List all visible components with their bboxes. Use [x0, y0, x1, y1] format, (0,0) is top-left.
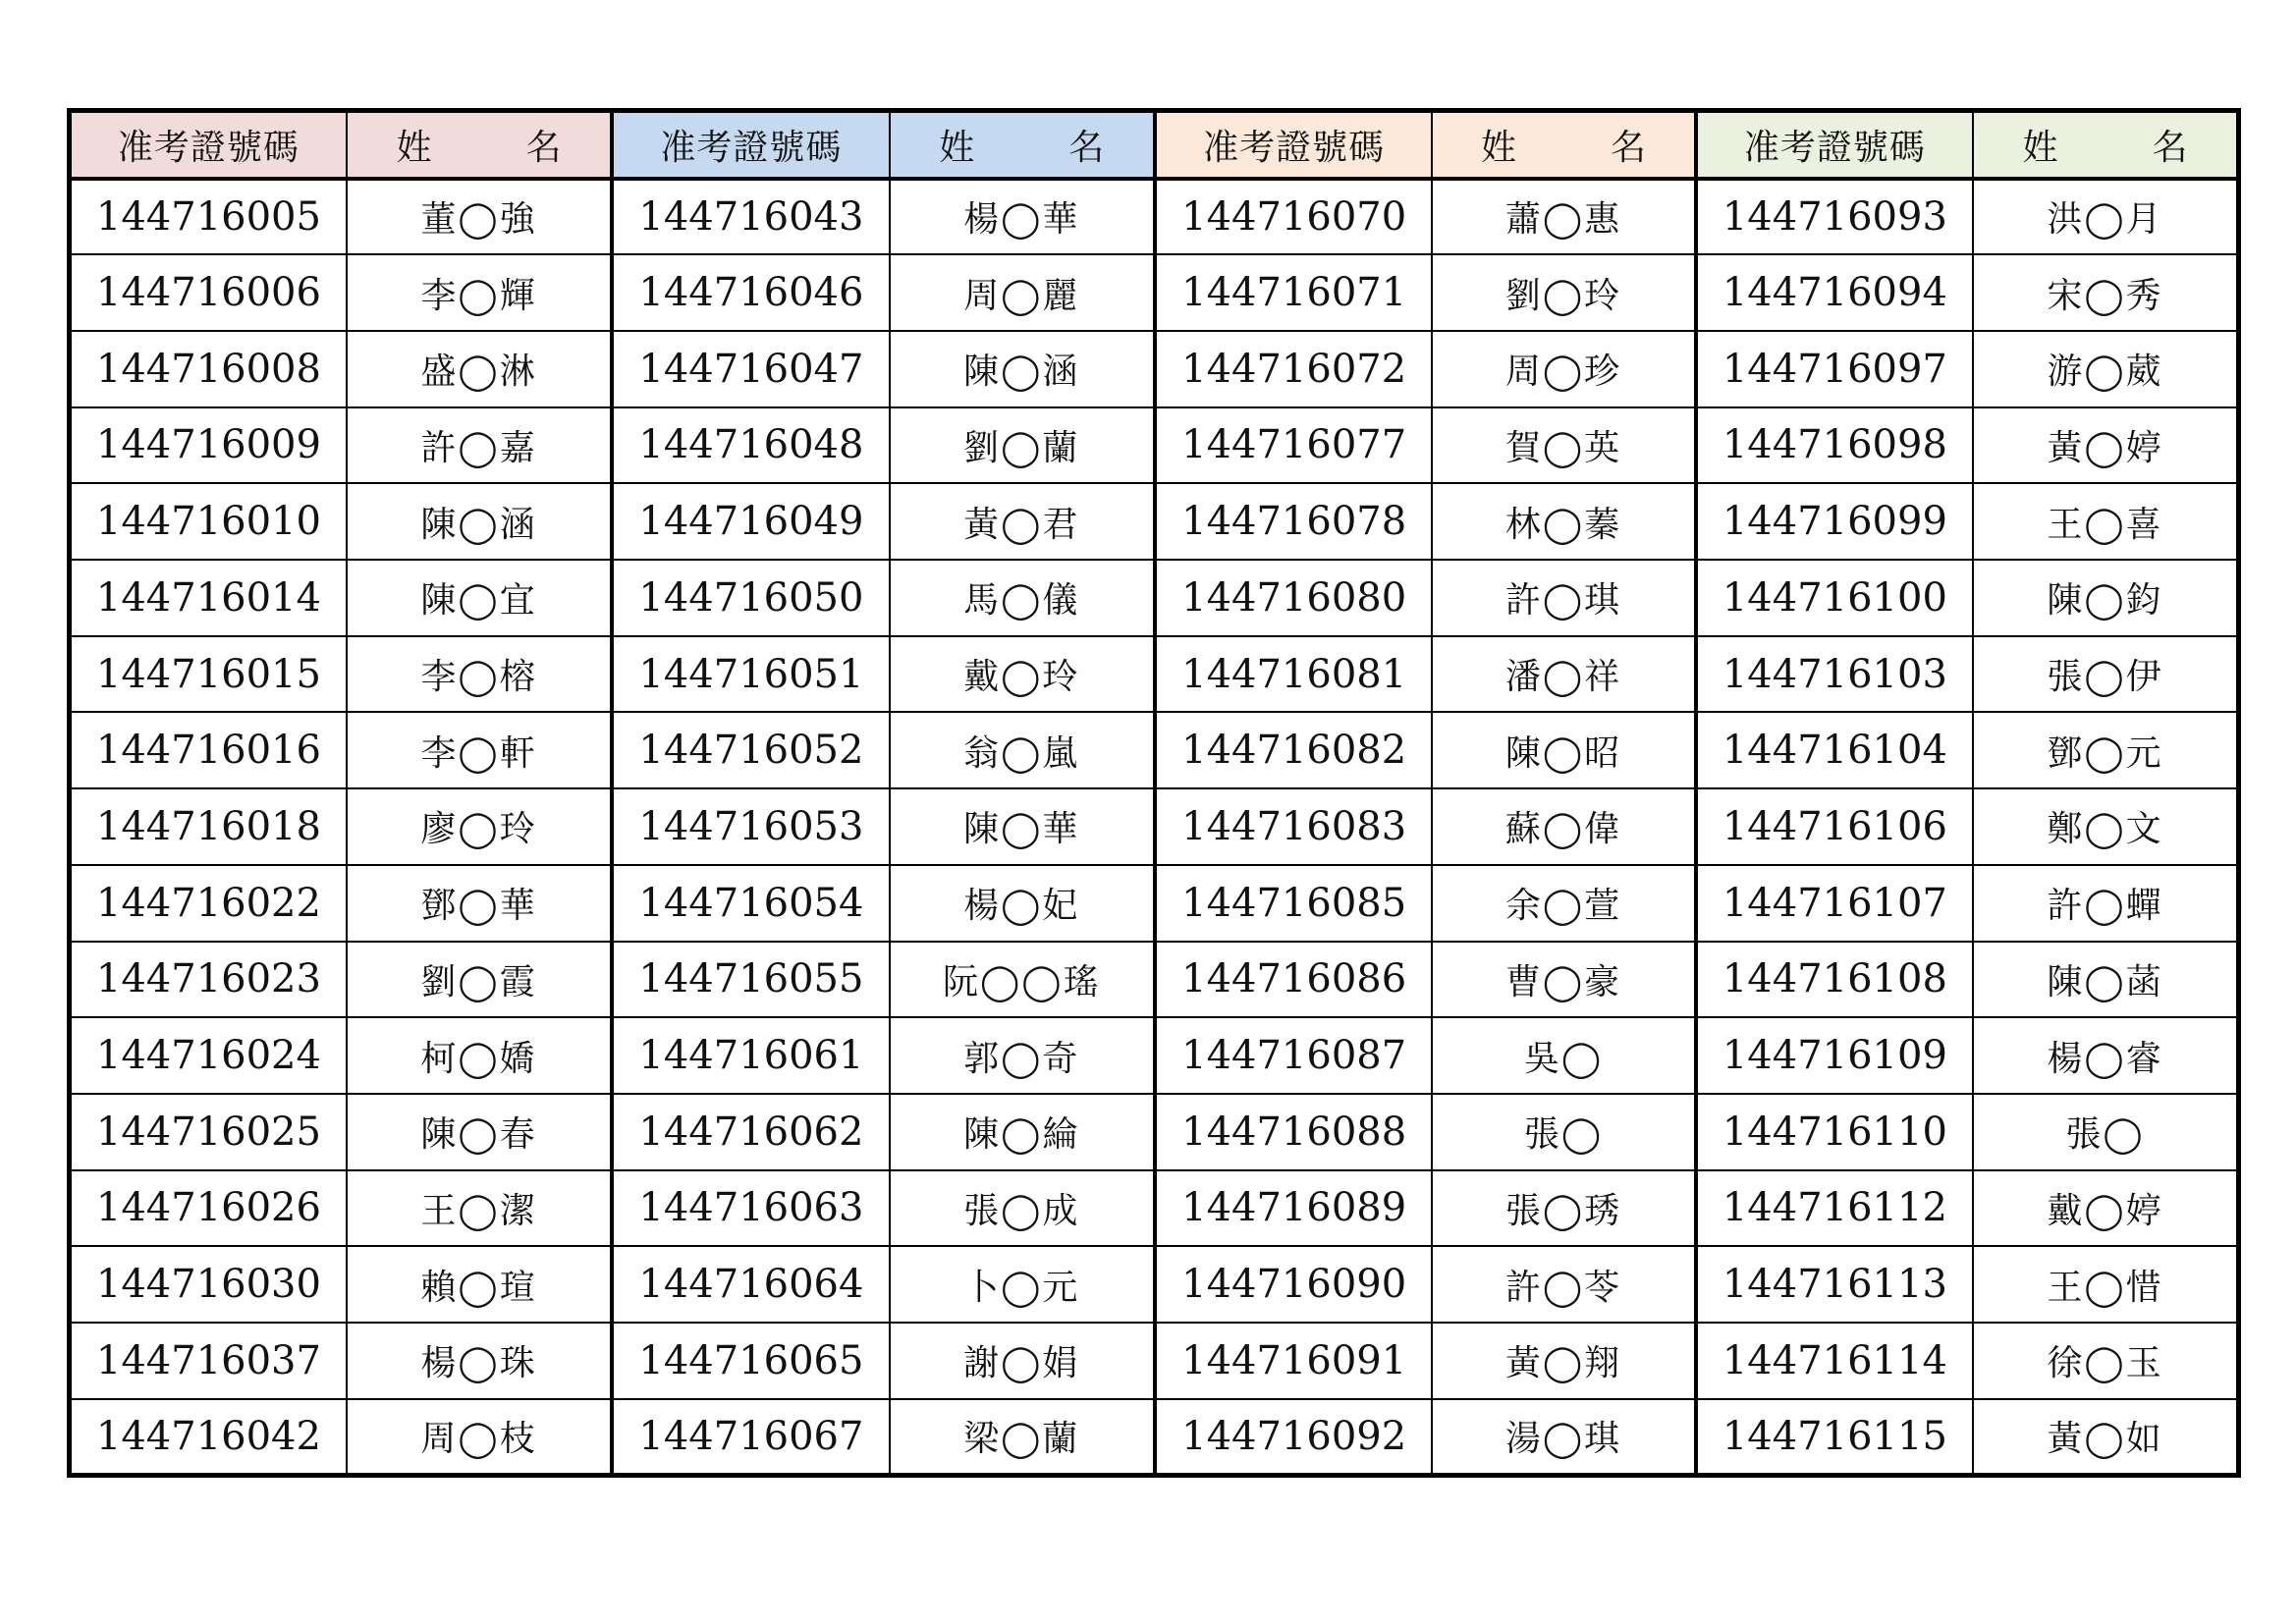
candidate-name-cell: 馬◯儀	[890, 560, 1155, 636]
exam-number-cell: 144716107	[1696, 865, 1973, 942]
candidate-name-cell: 卜◯元	[890, 1246, 1155, 1323]
candidate-name-cell: 陳◯華	[890, 788, 1155, 865]
exam-number-cell: 144716109	[1696, 1017, 1973, 1094]
candidate-name-cell: 柯◯嬌	[347, 1017, 612, 1094]
exam-number-cell: 144716070	[1155, 179, 1432, 255]
exam-number-cell: 144716010	[70, 483, 347, 560]
exam-number-cell: 144716061	[612, 1017, 889, 1094]
exam-number-cell: 144716082	[1155, 712, 1432, 788]
candidate-name-cell: 許◯嘉	[347, 407, 612, 484]
exam-number-cell: 144716037	[70, 1323, 347, 1399]
candidate-name-cell: 吳◯	[1432, 1017, 1695, 1094]
table-row	[70, 1170, 2239, 1247]
exam-number-cell: 144716024	[70, 1017, 347, 1094]
candidate-name-cell: 陳◯綸	[890, 1094, 1155, 1170]
candidate-name-cell: 周◯麗	[890, 254, 1155, 331]
candidate-name-cell: 李◯榕	[347, 636, 612, 713]
exam-number-cell: 144716081	[1155, 636, 1432, 713]
exam-number-cell: 144716022	[70, 865, 347, 942]
candidate-name-cell: 張◯成	[890, 1170, 1155, 1247]
exam-number-cell: 144716093	[1696, 179, 1973, 255]
exam-number-cell: 144716016	[70, 712, 347, 788]
candidate-name-cell: 楊◯睿	[1973, 1017, 2238, 1094]
candidate-name-cell: 陳◯涵	[890, 331, 1155, 407]
candidate-name-cell: 劉◯蘭	[890, 407, 1155, 484]
exam-number-cell: 144716014	[70, 560, 347, 636]
header-name-3: 姓 名	[1432, 111, 1695, 179]
exam-number-cell: 144716063	[612, 1170, 889, 1247]
candidate-name-cell: 楊◯妃	[890, 865, 1155, 942]
table-row	[70, 865, 2239, 942]
exam-number-cell: 144716077	[1155, 407, 1432, 484]
candidate-name-cell: 湯◯琪	[1432, 1399, 1695, 1476]
table-row	[70, 179, 2239, 255]
exam-number-cell: 144716113	[1696, 1246, 1973, 1323]
candidate-name-cell: 林◯蓁	[1432, 483, 1695, 560]
table-row	[70, 1246, 2239, 1323]
exam-number-cell: 144716092	[1155, 1399, 1432, 1476]
exam-number-cell: 144716089	[1155, 1170, 1432, 1247]
candidate-name-cell: 王◯惜	[1973, 1246, 2238, 1323]
header-exam-number-1: 准考證號碼	[70, 111, 347, 179]
exam-number-cell: 144716115	[1696, 1399, 1973, 1476]
exam-number-cell: 144716078	[1155, 483, 1432, 560]
exam-number-cell: 144716005	[70, 179, 347, 255]
candidate-name-cell: 鄧◯華	[347, 865, 612, 942]
table-row	[70, 636, 2239, 713]
candidate-name-cell: 潘◯祥	[1432, 636, 1695, 713]
candidate-name-cell: 黃◯翔	[1432, 1323, 1695, 1399]
exam-number-cell: 144716018	[70, 788, 347, 865]
candidate-name-cell: 戴◯婷	[1973, 1170, 2238, 1247]
exam-number-cell: 144716108	[1696, 942, 1973, 1018]
exam-number-cell: 144716025	[70, 1094, 347, 1170]
header-exam-number-2: 准考證號碼	[612, 111, 889, 179]
exam-number-cell: 144716050	[612, 560, 889, 636]
candidate-name-cell: 許◯蟬	[1973, 865, 2238, 942]
candidate-name-cell: 阮◯◯瑤	[890, 942, 1155, 1018]
candidate-name-cell: 戴◯玲	[890, 636, 1155, 713]
table-row	[70, 1017, 2239, 1094]
exam-number-cell: 144716062	[612, 1094, 889, 1170]
candidate-name-cell: 黃◯婷	[1973, 407, 2238, 484]
table-row	[70, 1094, 2239, 1170]
exam-number-cell: 144716067	[612, 1399, 889, 1476]
header-exam-number-4: 准考證號碼	[1696, 111, 1973, 179]
candidate-name-cell: 廖◯玲	[347, 788, 612, 865]
candidate-name-cell: 陳◯春	[347, 1094, 612, 1170]
exam-number-cell: 144716047	[612, 331, 889, 407]
exam-number-cell: 144716071	[1155, 254, 1432, 331]
exam-number-cell: 144716106	[1696, 788, 1973, 865]
exam-number-cell: 144716098	[1696, 407, 1973, 484]
candidate-name-cell: 鄧◯元	[1973, 712, 2238, 788]
candidate-name-cell: 張◯	[1432, 1094, 1695, 1170]
candidate-name-cell: 賴◯瑄	[347, 1246, 612, 1323]
exam-roster-table	[67, 108, 2241, 1478]
candidate-name-cell: 張◯	[1973, 1094, 2238, 1170]
candidate-name-cell: 陳◯涵	[347, 483, 612, 560]
candidate-name-cell: 陳◯鈞	[1973, 560, 2238, 636]
candidate-name-cell: 張◯伊	[1973, 636, 2238, 713]
exam-number-cell: 144716052	[612, 712, 889, 788]
candidate-name-cell: 楊◯珠	[347, 1323, 612, 1399]
candidate-name-cell: 翁◯嵐	[890, 712, 1155, 788]
table-row	[70, 331, 2239, 407]
candidate-name-cell: 陳◯菡	[1973, 942, 2238, 1018]
candidate-name-cell: 蘇◯偉	[1432, 788, 1695, 865]
exam-number-cell: 144716085	[1155, 865, 1432, 942]
table-row	[70, 788, 2239, 865]
candidate-name-cell: 徐◯玉	[1973, 1323, 2238, 1399]
exam-number-cell: 144716091	[1155, 1323, 1432, 1399]
table-row	[70, 1323, 2239, 1399]
exam-number-cell: 144716103	[1696, 636, 1973, 713]
exam-number-cell: 144716051	[612, 636, 889, 713]
exam-number-cell: 144716042	[70, 1399, 347, 1476]
exam-number-cell: 144716100	[1696, 560, 1973, 636]
exam-number-cell: 144716104	[1696, 712, 1973, 788]
candidate-name-cell: 梁◯蘭	[890, 1399, 1155, 1476]
exam-number-cell: 144716083	[1155, 788, 1432, 865]
candidate-name-cell: 楊◯華	[890, 179, 1155, 255]
exam-number-cell: 144716043	[612, 179, 889, 255]
candidate-name-cell: 許◯琪	[1432, 560, 1695, 636]
table-row	[70, 254, 2239, 331]
candidate-name-cell: 盛◯淋	[347, 331, 612, 407]
exam-number-cell: 144716055	[612, 942, 889, 1018]
header-name-2: 姓 名	[890, 111, 1155, 179]
header-exam-number-3: 准考證號碼	[1155, 111, 1432, 179]
exam-number-cell: 144716015	[70, 636, 347, 713]
candidate-name-cell: 李◯軒	[347, 712, 612, 788]
candidate-name-cell: 曹◯豪	[1432, 942, 1695, 1018]
candidate-name-cell: 蕭◯惠	[1432, 179, 1695, 255]
candidate-name-cell: 周◯珍	[1432, 331, 1695, 407]
candidate-name-cell: 許◯苓	[1432, 1246, 1695, 1323]
candidate-name-cell: 賀◯英	[1432, 407, 1695, 484]
table-row	[70, 560, 2239, 636]
candidate-name-cell: 王◯潔	[347, 1170, 612, 1247]
candidate-name-cell: 游◯葳	[1973, 331, 2238, 407]
exam-number-cell: 144716023	[70, 942, 347, 1018]
exam-number-cell: 144716099	[1696, 483, 1973, 560]
exam-number-cell: 144716008	[70, 331, 347, 407]
exam-number-cell: 144716049	[612, 483, 889, 560]
exam-number-cell: 144716112	[1696, 1170, 1973, 1247]
candidate-name-cell: 劉◯霞	[347, 942, 612, 1018]
exam-number-cell: 144716097	[1696, 331, 1973, 407]
exam-number-cell: 144716090	[1155, 1246, 1432, 1323]
candidate-name-cell: 劉◯玲	[1432, 254, 1695, 331]
candidate-name-cell: 張◯琇	[1432, 1170, 1695, 1247]
candidate-name-cell: 周◯枝	[347, 1399, 612, 1476]
candidate-name-cell: 余◯萱	[1432, 865, 1695, 942]
candidate-name-cell: 黃◯如	[1973, 1399, 2238, 1476]
exam-number-cell: 144716080	[1155, 560, 1432, 636]
candidate-name-cell: 王◯喜	[1973, 483, 2238, 560]
candidate-name-cell: 李◯輝	[347, 254, 612, 331]
candidate-name-cell: 謝◯娟	[890, 1323, 1155, 1399]
table-row	[70, 1399, 2239, 1476]
exam-number-cell: 144716009	[70, 407, 347, 484]
header-row	[70, 111, 2239, 179]
candidate-name-cell: 洪◯月	[1973, 179, 2238, 255]
exam-number-cell: 144716006	[70, 254, 347, 331]
table-row	[70, 712, 2239, 788]
candidate-name-cell: 宋◯秀	[1973, 254, 2238, 331]
candidate-name-cell: 黃◯君	[890, 483, 1155, 560]
exam-number-cell: 144716110	[1696, 1094, 1973, 1170]
candidate-name-cell: 陳◯宜	[347, 560, 612, 636]
exam-number-cell: 144716072	[1155, 331, 1432, 407]
roster-header	[70, 111, 2239, 179]
candidate-name-cell: 郭◯奇	[890, 1017, 1155, 1094]
exam-number-cell: 144716048	[612, 407, 889, 484]
exam-number-cell: 144716046	[612, 254, 889, 331]
exam-number-cell: 144716054	[612, 865, 889, 942]
exam-number-cell: 144716053	[612, 788, 889, 865]
exam-number-cell: 144716088	[1155, 1094, 1432, 1170]
header-name-1: 姓 名	[347, 111, 612, 179]
exam-number-cell: 144716086	[1155, 942, 1432, 1018]
candidate-name-cell: 鄭◯文	[1973, 788, 2238, 865]
exam-number-cell: 144716064	[612, 1246, 889, 1323]
exam-number-cell: 144716026	[70, 1170, 347, 1247]
header-name-4: 姓 名	[1973, 111, 2238, 179]
table-row	[70, 942, 2239, 1018]
exam-number-cell: 144716065	[612, 1323, 889, 1399]
exam-number-cell: 144716094	[1696, 254, 1973, 331]
exam-number-cell: 144716114	[1696, 1323, 1973, 1399]
roster-body	[70, 179, 2239, 1476]
exam-number-cell: 144716030	[70, 1246, 347, 1323]
candidate-name-cell: 陳◯昭	[1432, 712, 1695, 788]
candidate-name-cell: 董◯強	[347, 179, 612, 255]
table-row	[70, 407, 2239, 484]
exam-number-cell: 144716087	[1155, 1017, 1432, 1094]
table-row	[70, 483, 2239, 560]
